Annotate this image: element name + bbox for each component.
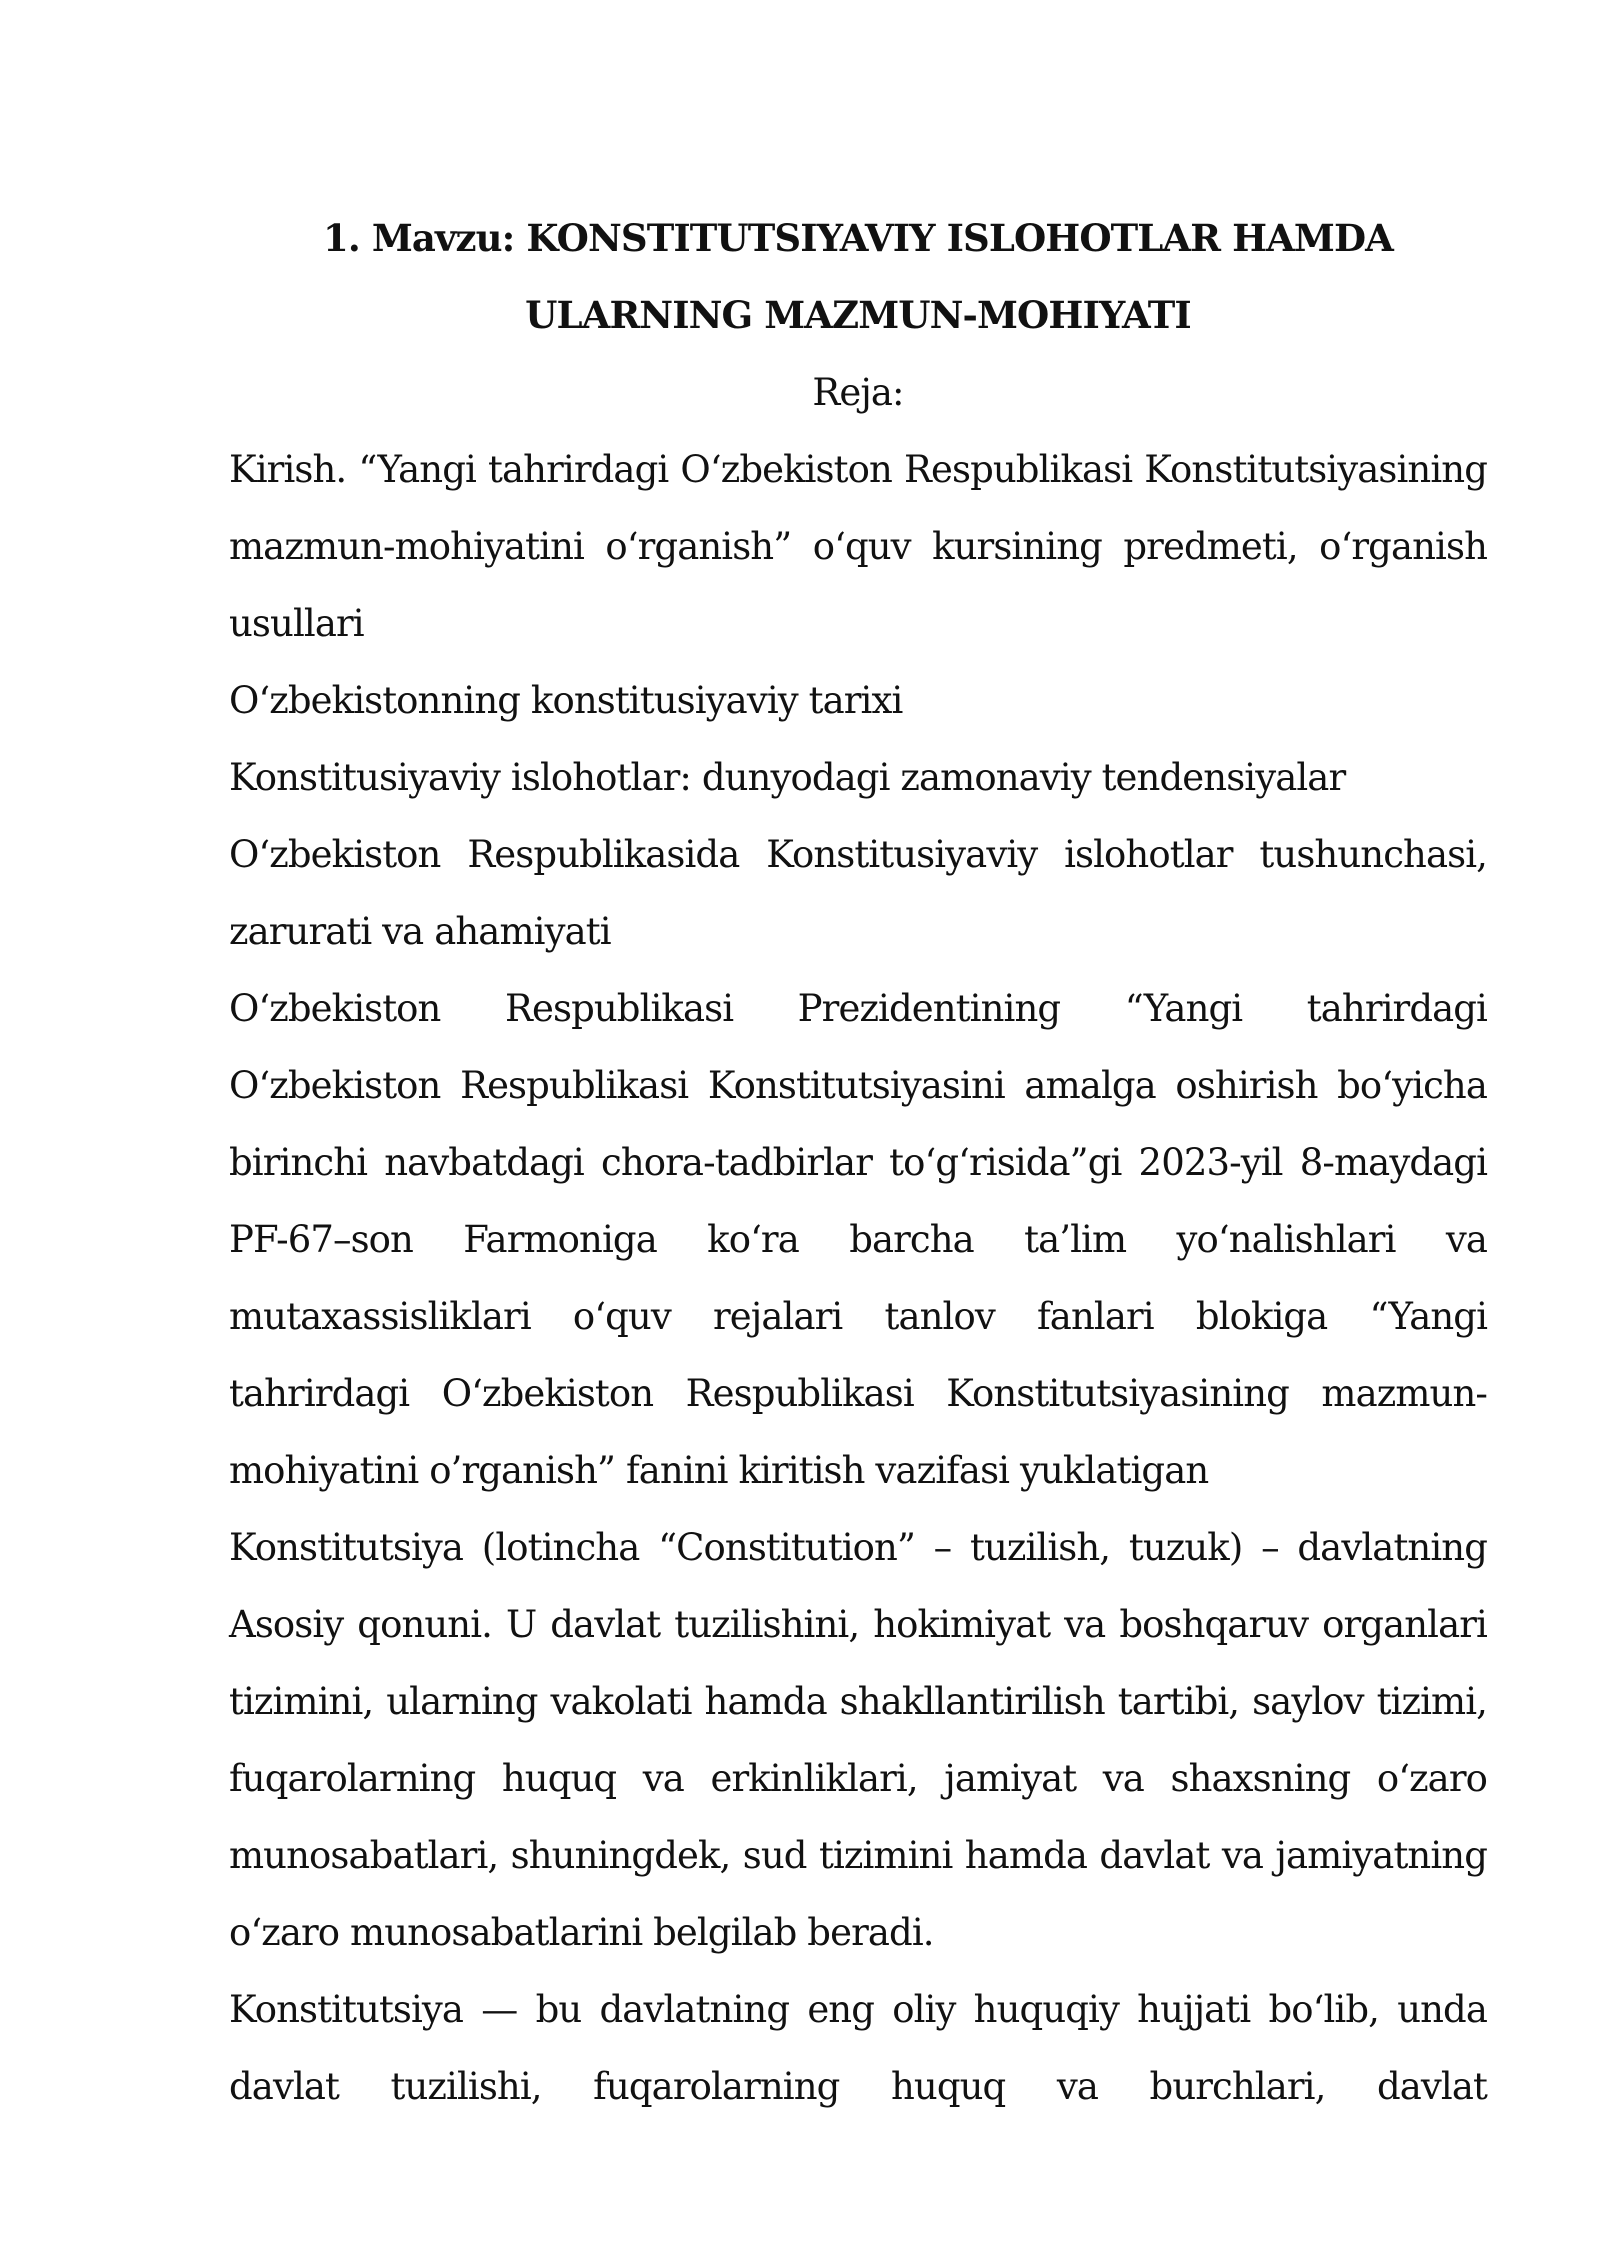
plan-item-presidential-decree: O‘zbekiston Respublikasi Prezidentining “Yangi tahrirdagi O‘zbekiston Respublikasi Konstitutsiyasini amalga oshirish bo‘yicha birinchi navbatdagi chora-tadbirlar to‘g‘risida”gi 2023-yil 8-maydagi PF-67–son Farmoniga ko‘ra barcha ta’lim yo‘nalishlari va mutaxassisliklari o‘quv rejalari tanlov fanlari blokiga “Yangi tahrirdagi O‘zbekiston Respublikasi Konstitutsiyasining mazmun-mohiyatini o’rganish” fanini kiritish vazifasi yuklatigan: [229, 987, 1487, 1492]
plan-item-introduction: Kirish. “Yangi tahrirdagi O‘zbekiston Respublikasi Konstitutsiyasining mazmun-mohiyatini o‘rganish” o‘quv kursining predmeti, o‘rganish usullari: [229, 448, 1487, 645]
document-page: [229, 200, 1487, 2125]
plan-heading: Reja:: [812, 371, 904, 414]
plan-item-world-trends: Konstitusiyaviy islohotlar: dunyodagi zamonaviy tendensiyalar: [229, 756, 1346, 799]
plan-item-constitutional-history: O‘zbekistonning konstitusiyaviy tarixi: [229, 679, 903, 722]
paragraph-constitution-supreme-law: Konstitutsiya — bu davlatning eng oliy huquqiy hujjati bo‘lib, unda davlat tuzilishi, fuqarolarning huquq va burchlari, davlat: [229, 1988, 1487, 2108]
document-title: 1. Mavzu: KONSTITUTSIYAVIY ISLOHOTLAR HAMDA ULARNING MAZMUN-MOHIYATI: [323, 216, 1393, 337]
paragraph-constitution-definition: Konstitutsiya (lotincha “Constitution” – tuzilish, tuzuk) – davlatning Asosiy qonuni. U davlat tuzilishini, hokimiyat va boshqaruv organlari tizimini, ularning vakolati hamda shakllantirilish tartibi, saylov tizimi, fuqarolarning huquq va erkinliklari, jamiyat va shaxsning o‘zaro munosabatlari, shuningdek, sud tizimini hamda davlat va jamiyatning o‘zaro munosabatlarini belgilab beradi.: [229, 1526, 1487, 1954]
plan-item-reform-concept: O‘zbekiston Respublikasida Konstitusiyaviy islohotlar tushunchasi, zarurati va ahamiyati: [229, 833, 1487, 953]
